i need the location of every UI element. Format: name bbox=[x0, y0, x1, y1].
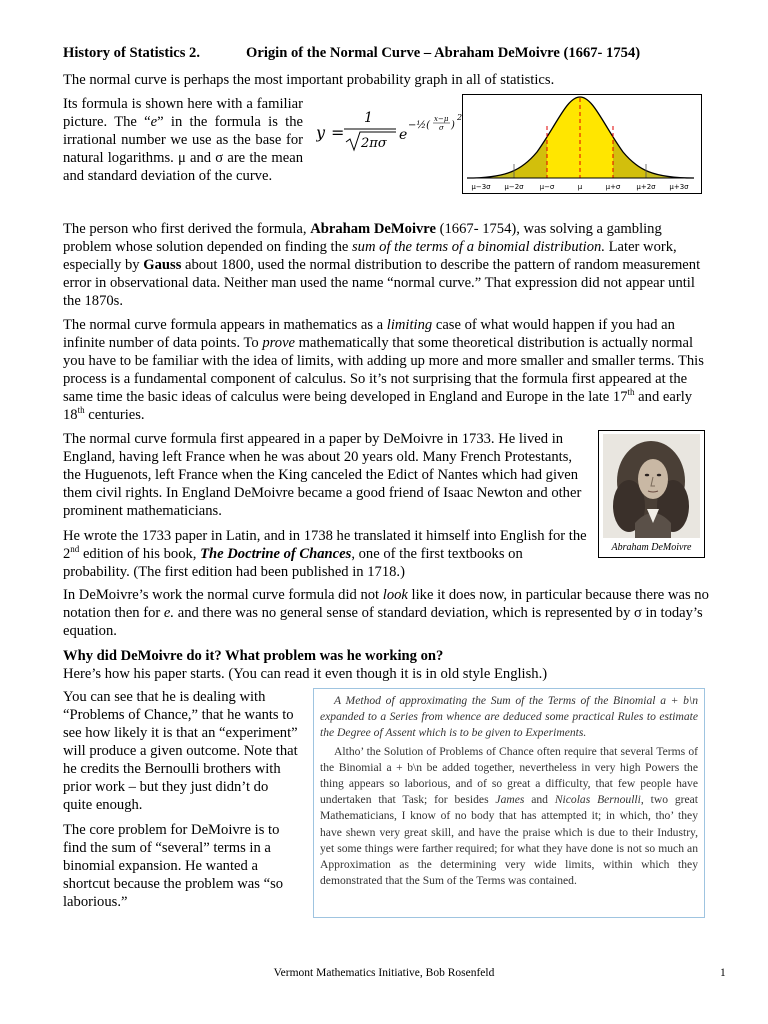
formula-numerator: 1 bbox=[364, 110, 373, 126]
side-note-core-problem: The core problem for DeMoivre is to find the sum of “several” terms in a binomial expansion. He wanted a shortcut because the problem was “so laborious.” bbox=[63, 822, 284, 910]
bell-tick-label: μ+σ bbox=[605, 183, 621, 191]
normal-curve-formula bbox=[316, 104, 466, 164]
page-header bbox=[63, 44, 723, 62]
portrait-image bbox=[599, 431, 704, 541]
bell-tick-label: μ bbox=[577, 183, 583, 191]
side-note-problems-of-chance: You can see that he is dealing with “Problems of Chance,” that he wants to see how likely it is that an “experiment” will produce a given outcome. Note that he credits the Bernoulli brothers with prior work – but they just didn’t do quite enough. bbox=[63, 689, 298, 813]
excerpt-body: Altho’ the Solution of Problems of Chance often require that several Terms of the Binomial a + b\n be added together, nevertheless in very high Powers the thing appears so laborious, and of so great a difficulty, that few people have undertaken that Task; for besides James and Nicolas Bernoulli, two great Mathematicians, I know of no body that has attempted it; in which, tho’ they have shewn very great skill, and have the praise which is due to their Industry, yet some things were farther required; for what they have done is not so much an Approximation as the determining very wide limits, within which they demonstrated that the Sum of the Terms was contained. bbox=[320, 744, 698, 888]
formula-description: Its formula is shown here with a familiar picture. The “e” in the formula is the irrational number we use as the base for natural logarithms. μ and σ are the mean and standard deviation of the curve. bbox=[63, 96, 303, 184]
book-title: The Doctrine of Chances bbox=[200, 546, 352, 562]
header-series: History of Statistics 2. bbox=[63, 45, 201, 61]
section-heading: Why did DeMoivre do it? What problem was he working on? bbox=[63, 648, 444, 664]
formula-e: e bbox=[399, 127, 408, 143]
paragraph-limiting-case: The normal curve formula appears in mathematics as a limiting case of what would happen if you had an infinite number of data points. To prove mathematically that some theoretical distribution is actually normal you have to be familiar with the idea of limits, with adding up more and more smaller and smaller terms. This process is a fundamental component of calculus. So it’s not surprising that the formula first appeared at the same time the basic ideas of calculus were being developed in England and Europe in the late 17th and early 18th centuries. bbox=[63, 317, 704, 423]
bell-curve-figure bbox=[462, 94, 702, 194]
formula-y: y bbox=[316, 123, 326, 142]
bell-tick-label: μ−2σ bbox=[504, 183, 524, 191]
bell-tick-label: μ−σ bbox=[539, 183, 555, 191]
paper-excerpt bbox=[313, 688, 705, 918]
header-title: Origin of the Normal Curve – Abraham DeMoivre (1667- 1754) bbox=[246, 45, 641, 61]
page-footer: Vermont Mathematics Initiative, Bob Rosenfeld bbox=[273, 967, 495, 979]
intro-paragraph: The normal curve is perhaps the most important probability graph in all of statistics. bbox=[63, 72, 555, 88]
formula-exp-den: σ bbox=[439, 124, 444, 132]
formula-denominator: 2πσ bbox=[361, 136, 387, 151]
bell-tick-label: μ−3σ bbox=[471, 183, 491, 191]
bell-tick-label: μ+2σ bbox=[636, 183, 656, 191]
demoivre-portrait bbox=[598, 430, 705, 558]
excerpt-title: A Method of approximating the Sum of the Terms of the Binomial a + b\n expanded to a Series from whence are deduced some practical Rules to estimate the Degree of Assent which is to be given to Experiments. bbox=[320, 694, 698, 740]
portrait-caption: Abraham DeMoivre bbox=[611, 542, 692, 553]
formula-exp-square: 2 bbox=[457, 113, 463, 122]
paragraph-demoivre-intro: The person who first derived the formula, Abraham DeMoivre (1667- 1754), was solving a gambling problem whose solution depended on finding the sum of the terms of a binomial distribution. Later work, especially by Gauss about 1800, used the normal distribution to describe the pattern of random measurement error in observational data. Neither man used the name “normal curve.” That expression did not appear until the 1870s. bbox=[63, 221, 701, 309]
formula-equals: = bbox=[331, 123, 345, 142]
formula-exp-prefix: −½( bbox=[408, 120, 430, 131]
bell-tick-label: μ+3σ bbox=[669, 183, 689, 191]
page-number: 1 bbox=[720, 967, 726, 979]
paragraph-doctrine-of-chances: He wrote the 1733 paper in Latin, and in 1738 he translated it himself into English for the 2nd edition of his book, The Doctrine of Chances, one of the first textbooks on probability. (The first edition had been published in 1718.) bbox=[63, 528, 587, 580]
formula-exp-close: ) bbox=[451, 120, 455, 131]
name-demoivre: Abraham DeMoivre bbox=[310, 221, 436, 237]
paragraph-notation: In DeMoivre’s work the normal curve formula did not look like it does now, in particular because there was no notation then for e. and there was no general sense of standard deviation, which is represented by σ in today’s equation. bbox=[63, 587, 709, 639]
formula-exp-num: x−μ bbox=[434, 115, 449, 123]
name-gauss: Gauss bbox=[143, 257, 182, 273]
paragraph-1733-paper: The normal curve formula first appeared in a paper by DeMoivre in 1733. He lived in England, having left France when he was about 20 years old. Many French Protestants, the Huguenots, left France when the King canceled the Edict of Nantes which had given them civil rights. In England DeMoivre became a good friend of Isaac Newton and other prominent mathematicians. bbox=[63, 431, 582, 519]
formula-graphic bbox=[316, 104, 466, 164]
paragraph-paper-start: Here’s how his paper starts. (You can read it even though it is in old style English.) bbox=[63, 666, 548, 682]
